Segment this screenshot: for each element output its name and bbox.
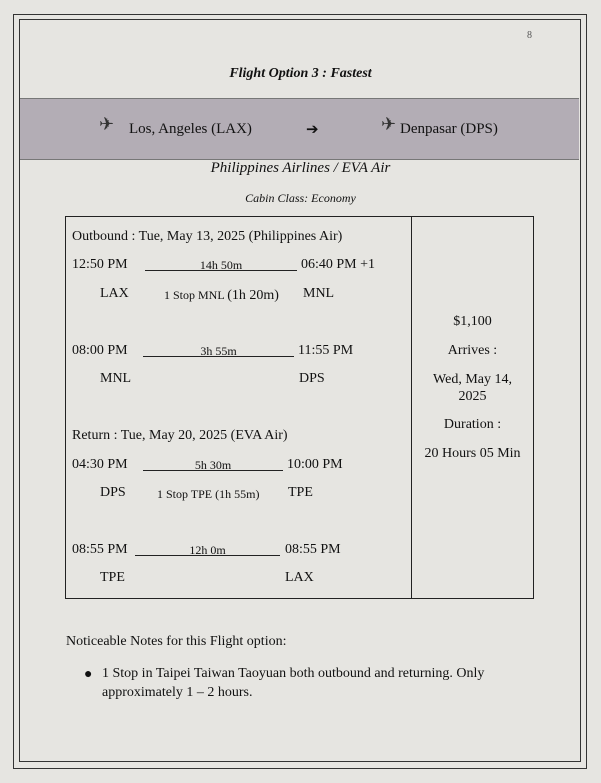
outbound-leg2-line: [143, 356, 294, 357]
outbound-header: Outbound : Tue, May 13, 2025 (Philippines Air): [72, 229, 343, 244]
return-leg2-line: [135, 555, 280, 556]
plane-icon: ✈: [99, 114, 115, 134]
outbound-leg1-arrive: 06:40 PM +1: [301, 257, 376, 272]
bullet-icon: ●: [84, 667, 93, 682]
return-leg1-line: [143, 470, 283, 471]
outbound-leg1-to: MNL: [303, 286, 335, 301]
return-leg1-duration: 5h 30m: [194, 458, 232, 472]
outbound-leg2-to: DPS: [299, 371, 325, 386]
route-destination: Denpasar (DPS): [400, 121, 498, 137]
notes-title: Noticeable Notes for this Flight option:: [66, 634, 287, 649]
return-leg2-duration: 12h 0m: [189, 543, 226, 557]
arrives-date-line1: Wed, May 14,: [433, 372, 512, 387]
cabin-class: Cabin Class: Economy: [245, 191, 356, 205]
return-leg2-to: LAX: [285, 570, 314, 585]
return-leg2-arrive: 08:55 PM: [285, 542, 341, 557]
outbound-leg2-duration: 3h 55m: [200, 344, 237, 358]
arrives-date-line2: 2025: [458, 389, 487, 404]
outbound-leg1-from: LAX: [100, 286, 129, 301]
outbound-leg1-duration: 14h 50m: [199, 258, 243, 272]
return-leg1-to: TPE: [288, 485, 313, 500]
outbound-leg2-from: MNL: [100, 371, 132, 386]
return-leg2-depart: 08:55 PM: [72, 542, 128, 557]
page-title: Flight Option 3 : Fastest: [229, 66, 372, 81]
note-item: 1 Stop in Taipei Taiwan Taoyuan both outbound and returning. Only approximately 1 – 2 hours.: [102, 666, 485, 700]
arrow-icon: ➔: [306, 122, 319, 138]
plane-icon: ✈: [381, 114, 397, 134]
route-origin: Los, Angeles (LAX): [129, 121, 252, 137]
return-leg1-depart: 04:30 PM: [72, 457, 128, 472]
return-leg1-from: DPS: [100, 485, 126, 500]
return-leg1-stop: 1 Stop TPE (1h 55m): [157, 487, 260, 501]
outbound-leg2-arrive: 11:55 PM: [298, 343, 354, 358]
price: $1,100: [453, 314, 492, 329]
outbound-leg1-depart: 12:50 PM: [72, 257, 128, 272]
duration-label: Duration :: [443, 417, 502, 432]
outbound-leg1-stop-duration: (1h 20m): [227, 288, 279, 303]
return-leg1-arrive: 10:00 PM: [287, 457, 343, 472]
outbound-leg1-stop: [164, 286, 279, 304]
duration-value: 20 Hours 05 Min: [424, 446, 521, 461]
table-divider: [411, 216, 412, 599]
outbound-leg1-line: [145, 270, 297, 271]
outbound-leg1-stop-prefix: 1 Stop MNL: [164, 288, 228, 302]
arrives-label: Arrives :: [447, 343, 498, 358]
return-header: Return : Tue, May 20, 2025 (EVA Air): [72, 428, 288, 443]
airlines: Philippines Airlines / EVA Air: [210, 160, 391, 176]
return-leg2-from: TPE: [100, 570, 125, 585]
outbound-leg2-depart: 08:00 PM: [72, 343, 128, 358]
page-number: 8: [527, 30, 532, 41]
